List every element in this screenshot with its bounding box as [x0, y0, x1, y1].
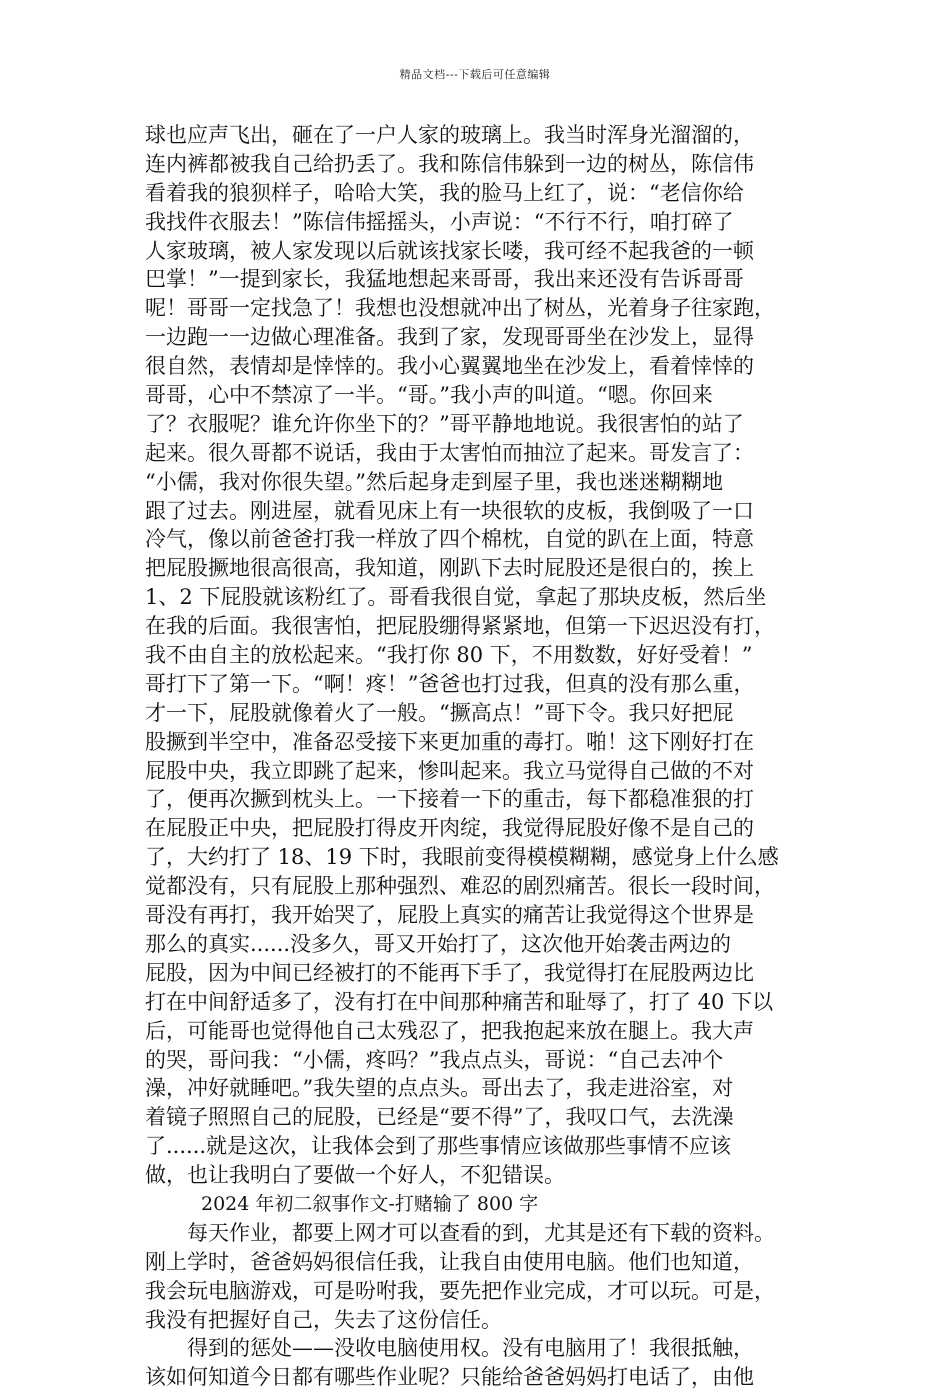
- story-line: 了......就是这次，让我体会到了那些事情应该做那些事情不应该: [145, 1134, 732, 1159]
- page-header: 精品文档---下载后可任意编辑: [399, 68, 551, 81]
- story-line: 股撅到半空中，准备忍受接下来更加重的毒打。啪！这下刚好打在: [145, 729, 754, 754]
- story-line: 我找件衣服去！”陈信伟摇摇头，小声说：“不行不行，咱打碎了: [145, 209, 734, 234]
- story-line: 了，大约打了 18、19 下时，我眼前变得模模糊糊，感觉身上什么感: [145, 845, 779, 870]
- story-line: 做，也让我明白了要做一个好人，不犯错误。: [145, 1163, 565, 1188]
- story-line: 那么的真实......没多久，哥又开始打了，这次他开始袭击两边的: [145, 931, 732, 956]
- story-line: 打在中间舒适多了，没有打在中间那种痛苦和耻辱了，打了 40 下以: [145, 989, 774, 1014]
- story-line: 在我的后面。我很害怕，把屁股绷得紧紧地，但第一下迟迟没有打，: [145, 614, 775, 639]
- story-line: 看着我的狼狈样子，哈哈大笑，我的脸马上红了，说：“老信你给: [145, 180, 744, 205]
- story-paragraph: [145, 121, 815, 1190]
- story-line: 哥没有再打，我开始哭了，屁股上真实的痛苦让我觉得这个世界是: [145, 903, 754, 928]
- essay-line: 得到的惩处——没收电脑使用权。没有电脑用了！我很抵触，: [187, 1336, 754, 1361]
- essay-line: 我会玩电脑游戏，可是吩咐我，要先把作业完成，才可以玩。可是，: [145, 1278, 775, 1303]
- story-line: 冷气，像以前爸爸打我一样放了四个棉枕，自觉的趴在上面，特意: [145, 527, 754, 552]
- story-line: 哥打下了第一下。“啊！疼！”爸爸也打过我，但真的没有那么重，: [145, 671, 755, 696]
- story-line: “小儒，我对你很失望。”然后起身走到屋子里，我也迷迷糊糊地: [145, 469, 723, 494]
- story-line: 起来。很久哥都不说话，我由于太害怕而抽泣了起来。哥发言了：: [145, 440, 754, 465]
- story-line: 人家玻璃，被人家发现以后就该找家长喽，我可经不起我爸的一顿: [145, 238, 754, 263]
- story-line: 在屁股正中央，把屁股打得皮开肉绽，我觉得屁股好像不是自己的: [145, 816, 754, 841]
- story-line: 了，便再次撅到枕头上。一下接着一下的重击，每下都稳准狠的打: [145, 787, 754, 812]
- essay-line: 每天作业，都要上网才可以查看的到，尤其是还有下载的资料。: [187, 1220, 775, 1245]
- story-line: 了？衣服呢？谁允许你坐下的？”哥平静地地说。我很害怕的站了: [145, 411, 744, 436]
- story-line: 我不由自主的放松起来。“我打你 80 下，不用数数，好好受着！”: [145, 643, 753, 668]
- story-line: 的哭，哥问我：“小儒，疼吗？”我点点头，哥说：“自己去冲个: [145, 1047, 724, 1072]
- story-line: 哥哥，心中不禁凉了一半。“哥。”我小声的叫道。“嗯。你回来: [145, 383, 713, 408]
- story-line: 后，可能哥也觉得他自己太残忍了，把我抱起来放在腿上。我大声: [145, 1018, 754, 1043]
- story-line: 巴掌！”一提到家长，我猛地想起来哥哥，我出来还没有告诉哥哥: [145, 267, 744, 292]
- story-line: 觉都没有，只有屁股上那种强烈、难忍的剧烈痛苦。很长一段时间，: [145, 874, 775, 899]
- story-line: 跟了过去。刚进屋，就看见床上有一块很软的皮板，我倒吸了一口: [145, 498, 754, 523]
- story-line: 连内裤都被我自己给扔丢了。我和陈信伟躲到一边的树丛，陈信伟: [145, 151, 754, 176]
- story-line: 屁股中央，我立即跳了起来，惨叫起来。我立马觉得自己做的不对: [145, 758, 754, 783]
- story-line: 呢！哥哥一定找急了！我想也没想就冲出了树丛，光着身子往家跑，: [145, 296, 775, 321]
- story-line: 屁股，因为中间已经被打的不能再下手了，我觉得打在屁股两边比: [145, 960, 754, 985]
- essay-line: 该如何知道今日都有哪些作业呢？只能给爸爸妈妈打电话了，由他: [145, 1365, 754, 1390]
- document-body: [145, 121, 815, 1392]
- essay-line: 我没有把握好自己，失去了这份信任。: [145, 1307, 502, 1332]
- story-line: 一边跑一一边做心理准备。我到了家，发现哥哥坐在沙发上，显得: [145, 325, 754, 350]
- essay-title: 2024 年初二叙事作文-打赌输了 800 字: [201, 1192, 539, 1215]
- story-line: 才一下，屁股就像着火了一般。“撅高点！”哥下令。我只好把屁: [145, 700, 734, 725]
- story-line: 澡，冲好就睡吧。”我失望的点点头。哥出去了，我走进浴室，对: [145, 1076, 734, 1101]
- story-line: 球也应声飞出，砸在了一户人家的玻璃上。我当时浑身光溜溜的，: [145, 123, 754, 147]
- story-line: 把屁股撅地很高很高，我知道，刚趴下去时屁股还是很白的，挨上: [145, 556, 754, 581]
- story-line: 1、2 下屁股就该粉红了。哥看我很自觉，拿起了那块皮板，然后坐: [145, 585, 767, 610]
- story-line: 着镜子照照自己的屁股，已经是“要不得”了，我叹口气，去洗澡: [145, 1105, 734, 1130]
- essay-line: 刚上学时，爸爸妈妈很信任我，让我自由使用电脑。他们也知道，: [145, 1249, 754, 1274]
- essay-paragraphs: [145, 1219, 815, 1392]
- story-line: 很自然，表情却是悻悻的。我小心翼翼地坐在沙发上，看着悻悻的: [145, 354, 754, 379]
